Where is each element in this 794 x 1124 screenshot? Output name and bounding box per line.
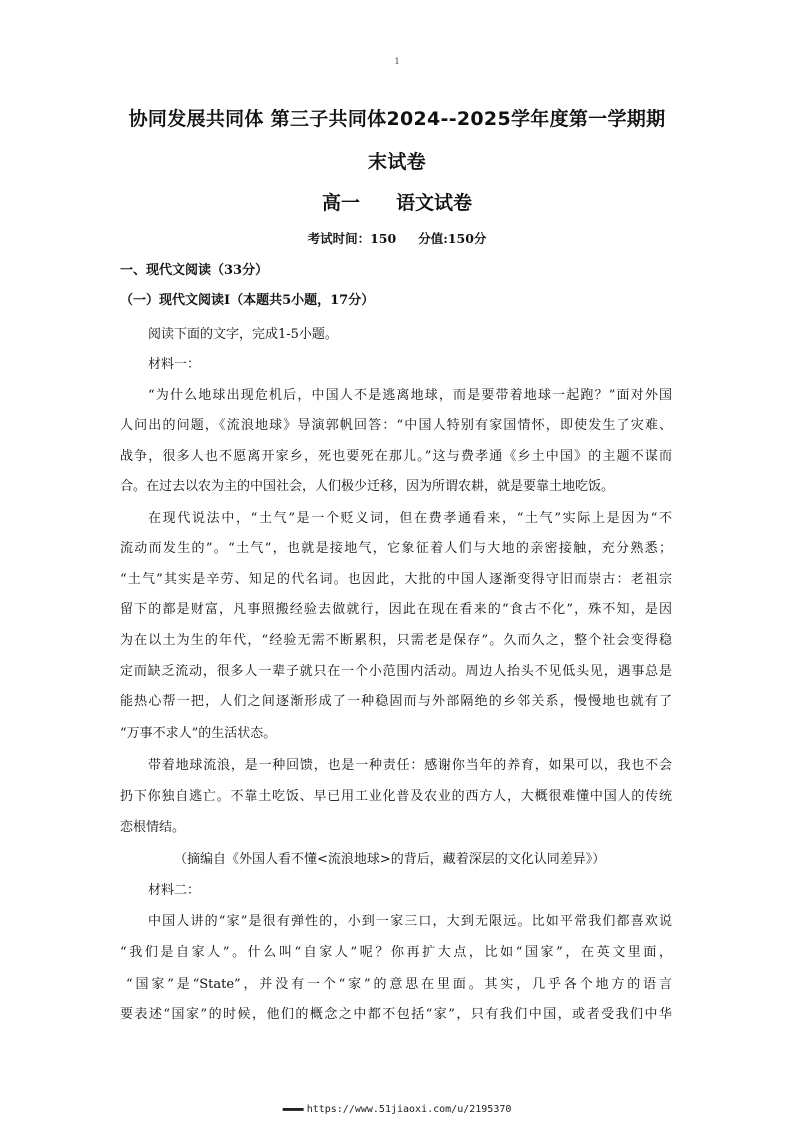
section-heading: 一、现代文阅读（33分）: [120, 263, 269, 278]
passage-line: 能热心帮一把，人们之间逐渐形成了一种稳固而与外部隔绝的乡邻关系，慢慢地也就有了: [120, 694, 672, 709]
passage-line: “万事不求人”的生活状态。: [120, 726, 277, 741]
passage-line: 合。在过去以农为主的中国社会，人们极少迁移，因为所谓农耕，就是要靠土地吃饭。: [120, 479, 615, 494]
exam-info: [0, 229, 794, 247]
page-number: 1: [394, 57, 400, 66]
passage-line: 恋根情结。: [120, 820, 186, 835]
subsection-heading: （一）现代文阅读Ⅰ（本题共5小题，17分）: [120, 293, 375, 308]
exam-title-line-2: 末试卷: [368, 151, 426, 173]
passage-line: 人问出的问题，《流浪地球》导演郭帆回答：“中国人特别有家国情怀，即使发生了灾难、: [120, 418, 672, 433]
passage-line: “为什么地球出现危机后，中国人不是逃离地球，而是要带着地球一起跑？”面对外国: [148, 388, 672, 403]
passage-line: 定而缺乏流动，很多人一辈子就只在一个小范围内活动。周边人抬头不见低头见，遇事总是: [120, 664, 672, 679]
passage-line: 材料一：: [148, 357, 201, 372]
passage-line: 为在以土为生的年代，“经验无需不断累积，只需老是保存”。久而久之，整个社会变得稳: [120, 633, 672, 648]
footer-url[interactable]: https://www.51jiaoxi.com/u/2195370: [306, 1104, 512, 1115]
passage-line: 扔下你独自逃亡。不靠土吃饭、早已用工业化普及农业的西方人，大概很难懂中国人的传统: [120, 789, 672, 804]
footer-decoration: ▬▬▬▬: [282, 1104, 303, 1115]
passage-line: 中国人讲的“家”是很有弹性的，小到一家三口，大到无限远。比如平常我们都喜欢说: [148, 914, 672, 929]
passage-line: “国家”是“State”，并没有一个“家”的意思在里面。其实，几乎各个地方的语言: [126, 977, 672, 992]
passage-line: 战争，很多人也不愿离开家乡，死也要死在那儿。”这与费孝通《乡土中国》的主题不谋而: [120, 449, 672, 464]
passage-line: 带着地球流浪，是一种回馈，也是一种责任：感谢你当年的养育，如果可以，我也不会: [148, 758, 672, 773]
passage-line: 要表述“国家”的时候，他们的概念之中都不包括“家”，只有我们中国，或者受我们中华: [120, 1007, 672, 1022]
passage-line: 在现代说法中，“土气”是一个贬义词，但在费孝通看来，“土气”实际上是因为“不: [148, 511, 672, 526]
grade-label: 高一: [321, 192, 360, 214]
exam-time: 考试时间：150: [307, 231, 397, 246]
passage-line: “土气”其实是辛劳、知足的代名词。也因此，大批的中国人逐渐变得守旧而崇古：老祖宗: [120, 572, 672, 587]
passage-line: 阅读下面的文字，完成1-5小题。: [148, 327, 338, 342]
passage-line: 流动而发生的”。“土气”，也就是接地气，它象征着人们与大地的亲密接触，充分熟悉；: [120, 541, 672, 556]
exam-score: 分值:150分: [418, 231, 487, 246]
passage-line: “我们是自家人”。什么叫“自家人”呢？你再扩大点，比如“国家”，在英文里面，: [120, 945, 672, 960]
subject-name: 语文试卷: [396, 192, 473, 214]
passage-line: 留下的都是财富，凡事照搬经验去做就行，因此在现在看来的“食古不化”，殊不知，是因: [120, 602, 672, 617]
subject-title: [0, 188, 794, 215]
page-footer: [0, 1104, 794, 1115]
passage-line: （摘编自《外国人看不懂<流浪地球>的背后，藏着深层的文化认同差异》）: [174, 852, 606, 867]
exam-title-line-1: 协同发展共同体 第三子共同体2024--2025学年度第一学期期: [128, 108, 666, 130]
passage-line: 材料二：: [148, 883, 201, 898]
